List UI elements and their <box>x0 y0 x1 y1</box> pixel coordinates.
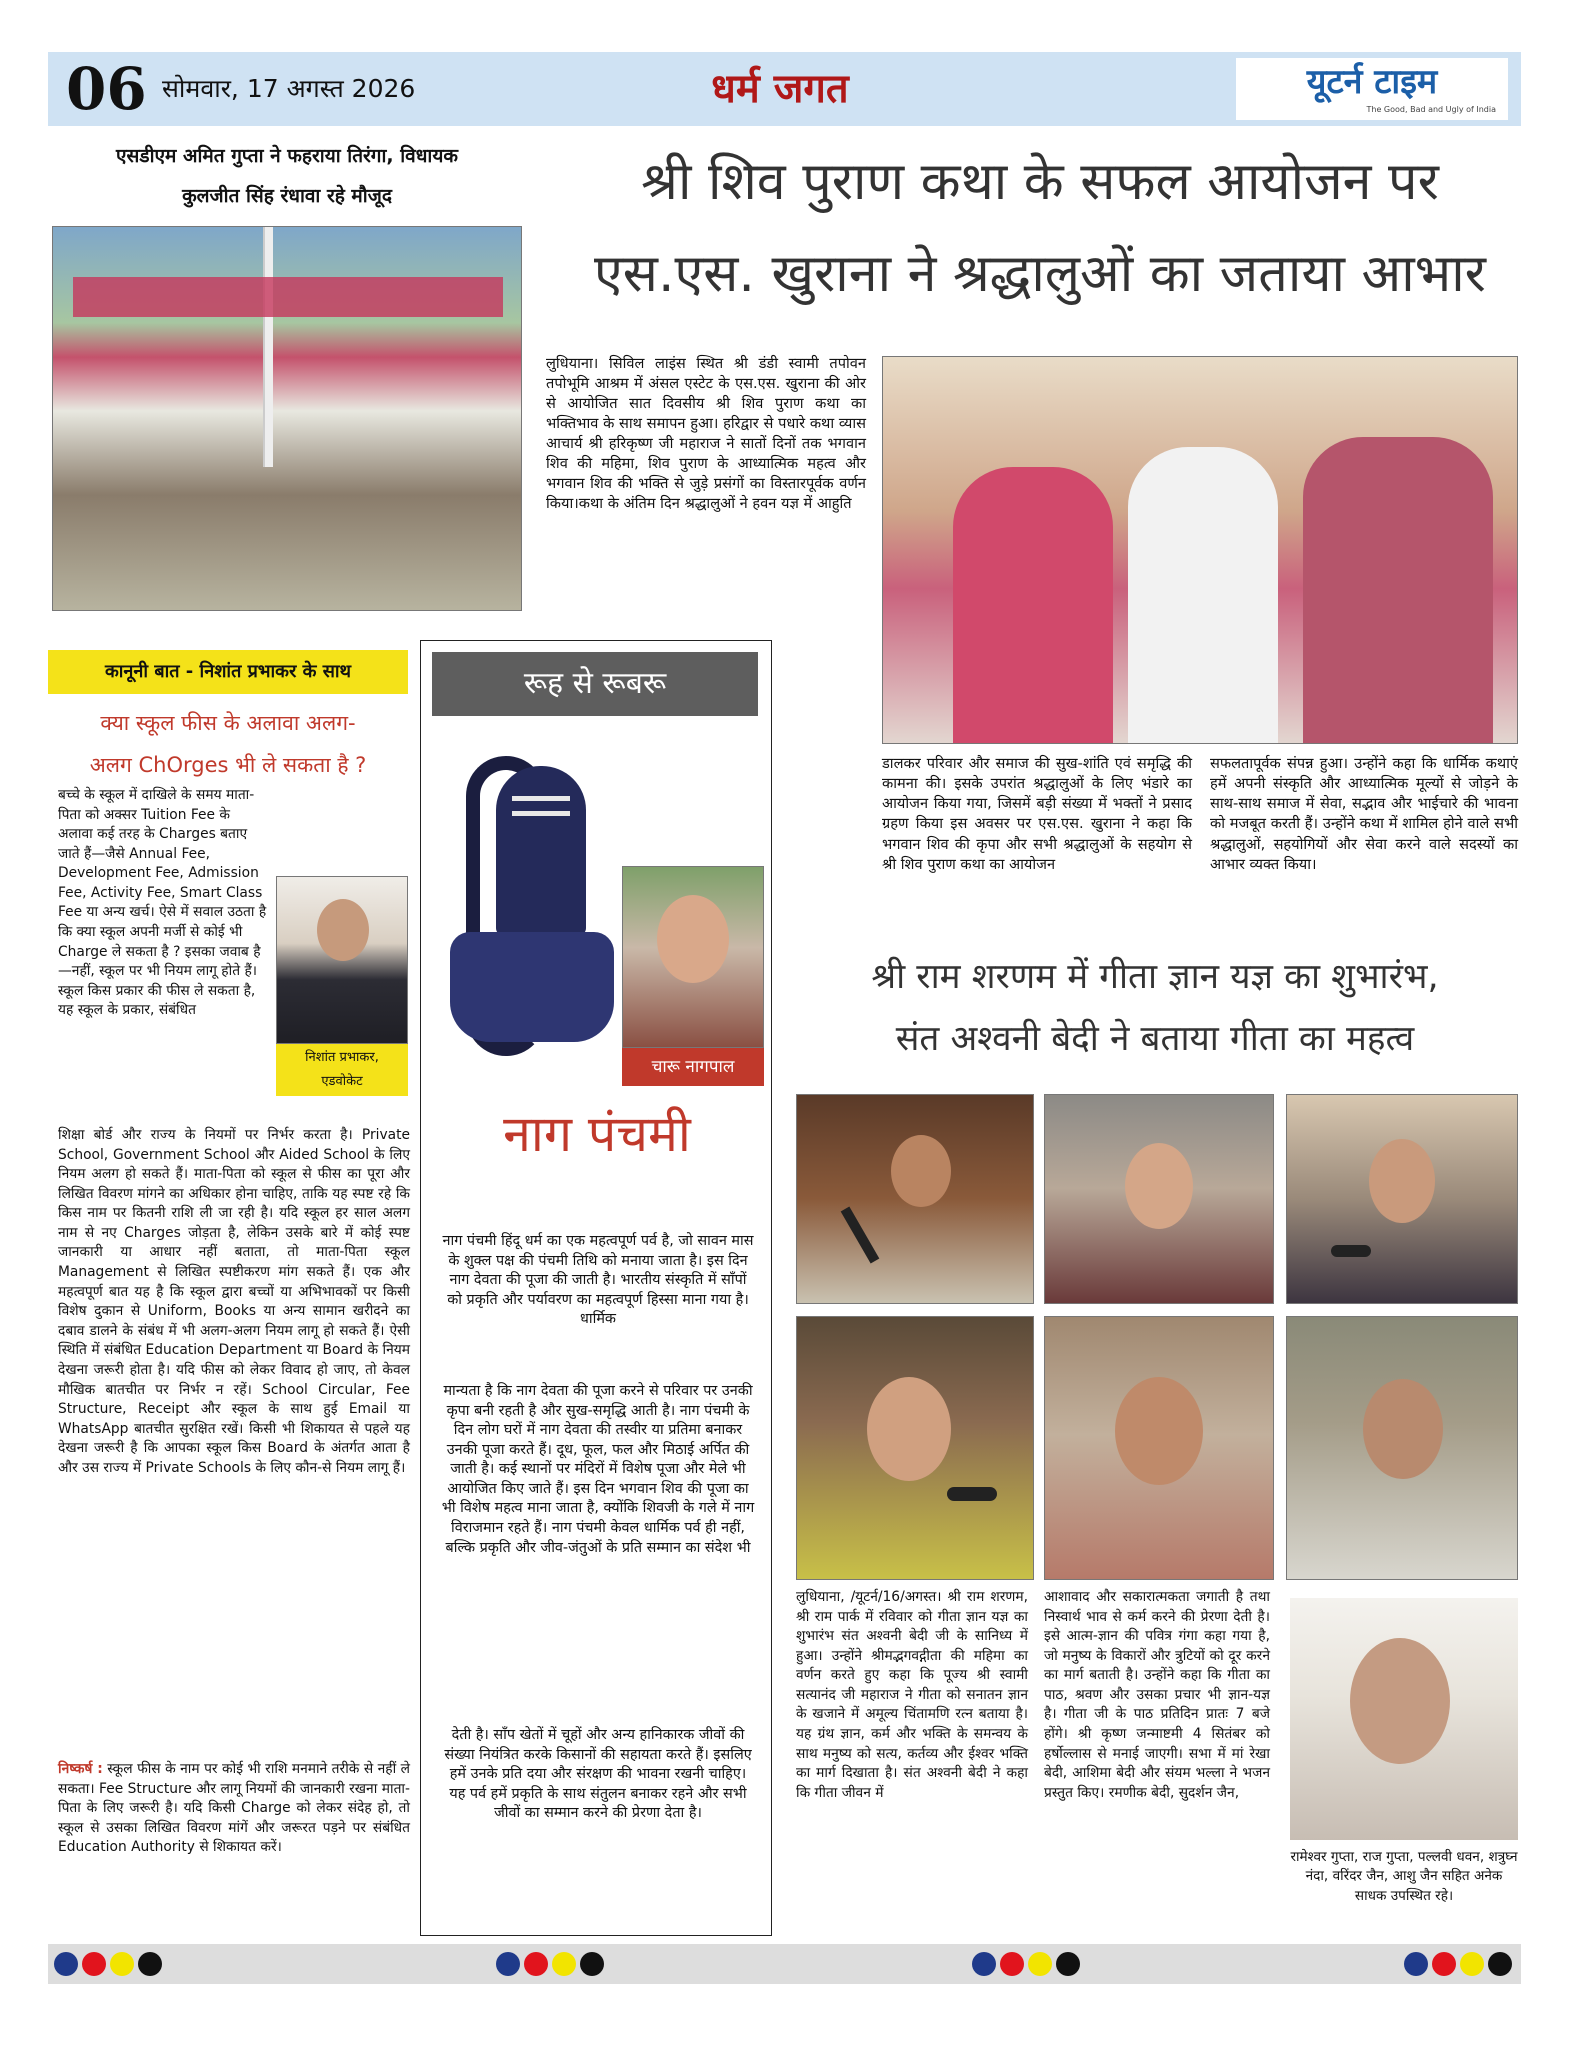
woman2-face-shape <box>1369 1139 1435 1223</box>
registration-dot-icon <box>524 1952 548 1976</box>
page-number: 06 <box>66 55 147 123</box>
registration-dot-icon <box>138 1952 162 1976</box>
shivling-base-icon <box>450 932 614 1042</box>
legal-banner: कानूनी बात - निशांत प्रभाकर के साथ <box>48 650 408 694</box>
masthead-box <box>1236 58 1508 120</box>
registration-dot-icon <box>54 1952 78 1976</box>
registration-dot-icon <box>110 1952 134 1976</box>
legal-headline <box>48 702 408 786</box>
man3-face-shape <box>1363 1379 1443 1479</box>
gita-photo-woman3 <box>796 1316 1034 1580</box>
registration-dot-icon <box>496 1952 520 1976</box>
footer-bar <box>48 1944 1521 1984</box>
naag-para1: नाग पंचमी हिंदू धर्म का एक महत्वपूर्ण पर्व है, जो सावन मास के शुक्ल पक्ष की पंचमी तिथि को मनाया जाता है। इस दिन नाग देवता की पूजा की जाती है। भारतीय संस्कृति में साँपों को प्रकृति और पर्यावरण का महत्वपूर्ण हिस्सा माना गया है। धार्मिक <box>442 1233 754 1328</box>
tilak-icon <box>512 796 570 816</box>
microphone-icon <box>841 1207 880 1264</box>
man2-face-shape <box>1115 1377 1203 1485</box>
legal-main-text: शिक्षा बोर्ड और राज्य के नियमों पर निर्भर करता है। Private School, Government School और Aided School के लिए नियम अलग हो सकते हैं। माता-पिता को स्कूल से फीस का पूरा और लिखित विवरण मांगने का अधिकार होना चाहिए, ताकि यह स्पष्ट रहे कि किस नाम पर कितनी राशि ली जा रही है। यदि स्कूल हर साल अलग नाम से नए Charges जोड़ता है, लेकिन उसके बारे में कोई स्पष्ट जानकारी या आधार नहीं बताता, तो माता-पिता स्कूल Management से लिखित स्पष्टीकरण मांग सकते हैं। एक और महत्वपूर्ण बात यह है कि स्कूल द्वारा बच्चों या अभिभावकों पर किसी विशेष दुकान से Uniform, Books या अन्य सामान खरीदने का दबाव डालने के संबंध में भी अलग-अलग नियम लागू हो सकते हैं। ऐसी स्थिति में संबंधित Education Department या Board के नियम देखना जरूरी होता है। यदि फीस को लेकर विवाद हो जाए, तो केवल मौखिक बातचीत पर निर्भर न रहें। School Circular, Fee Structure, Receipt और स्कूल के साथ हुई Email या WhatsApp बातचीत सुरक्षित रखें। किसी भी शिकायत से पहले यह देखना जरूरी है कि आपका स्कूल किस Board के अंतर्गत आता है और उस राज्य में Private Schools के लिए कौन-से नियम लागू हैं। <box>58 1127 410 1476</box>
advocate-face-shape <box>317 899 369 961</box>
gita-photo-man2 <box>1044 1316 1274 1580</box>
naag-para3: देती है। साँप खेतों में चूहों और अन्य हानिकारक जीवों की संख्या नियंत्रित करके किसानों की सहायता करते हैं। इसलिए हमें उनके प्रति दया और संरक्षण की भावना रखनी चाहिए। यह पर्व हमें प्रकृति के साथ संतुलन बनाकर रहने और सभी जीवों का सम्मान करने की प्रेरणा देता है। <box>444 1727 752 1822</box>
speaker-face-shape <box>891 1135 951 1207</box>
advocate-caption-line1: निशांत प्रभाकर, <box>305 1050 379 1065</box>
person-right-shape <box>1303 437 1493 744</box>
registration-dot-icon <box>552 1952 576 1976</box>
gita-photo-elder-woman <box>1290 1598 1518 1840</box>
person-middle-shape <box>1128 447 1278 744</box>
registration-dot-icon <box>1488 1952 1512 1976</box>
main-headline-line1: श्री शिव पुराण कथा के सफल आयोजन पर <box>641 152 1439 212</box>
registration-dot-icon <box>1460 1952 1484 1976</box>
naag-banner: रूह से रूबरू <box>432 652 758 716</box>
main-headline <box>560 136 1520 326</box>
legal-conclusion-label: निष्कर्ष : <box>58 1761 103 1777</box>
gita-photo-man3 <box>1286 1316 1518 1580</box>
person-left-shape <box>953 467 1113 744</box>
registration-dot-icon <box>1028 1952 1052 1976</box>
main-story-col3: सफलतापूर्वक संपन्न हुआ। उन्होंने कहा कि धार्मिक कथाएं हमें अपनी संस्कृति और आध्यात्मिक मूल्यों से जोड़ने के साथ-साथ समाज में सेवा, सद्भाव और भाईचारे की भावना को मजबूत करती हैं। उन्होंने कथा में शामिल होने वाले सभी श्रद्धालुओं, सहयोगियों और सेवा करने वाले सदस्यों का आभार व्यक्त किया। <box>1210 755 1518 873</box>
registration-dot-icon <box>972 1952 996 1976</box>
tent-canopy-icon <box>73 277 503 317</box>
legal-conclusion-text: स्कूल फीस के नाम पर कोई भी राशि मनमाने तरीके से नहीं ले सकता। Fee Structure और लागू नियमों की जानकारी रखना माता-पिता के लिए जरूरी है। यदि किसी Charge को लेकर संदेह हो, तो स्कूल से उसका लिखित विवरण मांगें और जरूरत पड़ने पर संबंधित Education Authority से शिकायत करें। <box>58 1761 411 1856</box>
gita-photo-caption: रामेश्वर गुप्ता, राज गुप्ता, पल्लवी धवन, शत्रुघ्न नंदा, वरिंदर जैन, आशु जैन सहित अनेक साधक उपस्थित रहे। <box>1290 1849 1518 1904</box>
main-story-col2: डालकर परिवार और समाज की सुख-शांति एवं समृद्धि की कामना की। इसके उपरांत श्रद्धालुओं के लिए भंडारे का आयोजन किया गया, जिसमें बड़ी संख्या में भक्तों ने प्रसाद ग्रहण किया इस अवसर पर एस.एस. खुराना ने कहा कि भगवान शिव की कृपा और सभी श्रद्धालुओं के सहयोग से श्री शिव पुराण कथा का आयोजन <box>882 755 1192 873</box>
gita-body-col2: आशावाद और सकारात्मकता जगाती है तथा निस्वार्थ भाव से कर्म करने की प्रेरणा देती है। इसे आत्म-ज्ञान की पवित्र गंगा कहा गया है, जो मनुष्य के विकारों और त्रुटियों को दूर करने का मार्ग बताती है। उन्होंने कहा कि गीता का पाठ, श्रवण और उसका प्रचार भी ज्ञान-यज्ञ है। गीता जी के पाठ प्रतिदिन प्रातः 7 बजे होंगे। श्री कृष्ण जन्माष्टमी 4 सितंबर को हर्षोल्लास से मनाई जाएगी। सभा में मां रेखा बेदी, आशिमा बेदी और संयम भल्ला ने भजन प्रस्तुत किए। रमणीक बेदी, सुदर्शन जैन, <box>1044 1589 1270 1801</box>
gita-headline-line1: श्री राम शरणम में गीता ज्ञान यज्ञ का शुभारंभ, <box>871 957 1439 997</box>
elder-woman-face-shape <box>1350 1638 1450 1764</box>
gita-photo-woman1 <box>1044 1094 1274 1304</box>
khurana-photo <box>882 356 1518 744</box>
gita-headline <box>790 946 1520 1086</box>
legal-conclusion <box>58 1760 410 1924</box>
masthead-title: यूटर्न टाइम <box>1306 62 1438 102</box>
flag-icon <box>263 227 273 467</box>
advocate-caption-line2: एडवोकेट <box>321 1074 363 1089</box>
legal-intro-text: बच्चे के स्कूल में दाखिले के समय माता-पिता को अक्सर Tuition Fee के अलावा कई तरह के Charges बताए जाते हैं—जैसे Annual Fee, Development Fee, Admission Fee, Activity Fee, Smart Class Fee या अन्य खर्च। ऐसे में सवाल उठता है कि क्या स्कूल अपनी मर्जी से कोई भी Charge ले सकता है ? इसका जवाब है—नहीं, स्कूल पर भी नियम लागू होते हैं। स्कूल किस प्रकार की फीस ले सकता है, यह स्कूल के प्रकार, संबंधित <box>58 787 267 1019</box>
section-title: धर्म जगत <box>711 66 849 112</box>
registration-dot-icon <box>82 1952 106 1976</box>
gita-photo-woman2 <box>1286 1094 1518 1304</box>
registration-dot-icon <box>1056 1952 1080 1976</box>
legal-headline-line1: क्या स्कूल फीस के अलावा अलग- <box>100 711 356 735</box>
advocate-photo <box>276 876 408 1044</box>
naag-author-caption: चारू नागपाल <box>622 1048 764 1086</box>
main-headline-line2: एस.एस. खुराना ने श्रद्धालुओं का जताया आभार <box>594 244 1486 304</box>
microphone-icon-2 <box>1331 1245 1371 1257</box>
registration-dot-icon <box>580 1952 604 1976</box>
advocate-caption <box>276 1044 408 1096</box>
gita-headline-line2: संत अश्वनी बेदी ने बताया गीता का महत्व <box>895 1019 1415 1059</box>
woman3-face-shape <box>867 1377 951 1481</box>
shivling-illustration <box>436 736 626 1066</box>
flag-headline <box>52 136 522 216</box>
gita-body-col1: लुधियाना, /यूटर्न/16/अगस्त। श्री राम शरणम, श्री राम पार्क में रविवार को गीता ज्ञान यज्ञ का शुभारंभ संत अश्वनी बेदी जी के सानिध्य में हुआ। उन्होंने श्रीमद्भगवद्गीता की महिमा का वर्णन करते हुए कहा कि पूज्य श्री स्वामी सत्यानंद जी महाराज ने गीता को सनातन ज्ञान के खजाने में अमूल्य चिंतामणि रत्न बताया है। यह ग्रंथ ज्ञान, कर्म और भक्ति के समन्वय के साथ मनुष्य को सत्य, कर्तव्य और ईश्वर भक्ति का मार्ग दिखाता है। संत अश्वनी बेदी ने कहा कि गीता जीवन में <box>796 1589 1028 1801</box>
registration-dot-icon <box>1404 1952 1428 1976</box>
author-face-shape <box>657 895 729 983</box>
naag-title: नाग पंचमी <box>503 1105 691 1163</box>
gita-photo-speaker <box>796 1094 1034 1304</box>
registration-dot-icon <box>1000 1952 1024 1976</box>
masthead-tagline: The Good, Bad and Ugly of India <box>1366 105 1496 114</box>
main-story-col1: लुधियाना। सिविल लाइंस स्थित श्री डंडी स्वामी तपोवन तपोभूमि आश्रम में अंसल एस्टेट के एस.एस. खुराना की ओर से आयोजित सात दिवसीय श्री शिव पुराण कथा का भक्तिभाव के साथ समापन हुआ। हरिद्वार से पधारे कथा व्यास आचार्य श्री हरिकृष्ण जी महाराज ने सातों दिनों तक भगवान शिव की महिमा, शिव पुराण के आध्यात्मिक महत्व और भगवान शिव की भक्ति से जुड़े प्रसंगों का विस्तारपूर्वक वर्णन किया।कथा के अंतिम दिन श्रद्धालुओं ने हवन यज्ञ में आहुति <box>546 355 866 512</box>
legal-headline-line2: अलग ChOrges भी ले सकता है ? <box>89 753 367 777</box>
charu-nagpal-photo <box>622 866 764 1048</box>
registration-dot-icon <box>1432 1952 1456 1976</box>
naag-para2: मान्यता है कि नाग देवता की पूजा करने से परिवार पर उनकी कृपा बनी रहती है और सुख-समृद्धि आती है। नाग पंचमी के दिन लोग घरों में नाग देवता की तस्वीर या प्रतिमा बनाकर उनकी पूजा करते हैं। दूध, फूल, फल और मिठाई अर्पित की जाती है। कई स्थानों पर मंदिरों में विशेष पूजा और मेले भी आयोजित किए जाते हैं। इस दिन भगवान शिव की पूजा का भी विशेष महत्व माना जाता है, क्योंकि शिवजी के गले में नाग विराजमान रहते हैं। नाग पंचमी केवल धार्मिक पर्व ही नहीं, बल्कि प्रकृति और जीव-जंतुओं के प्रति सम्मान का संदेश भी <box>441 1383 755 1556</box>
issue-date: सोमवार, 17 अगस्त 2026 <box>162 74 416 103</box>
woman1-face-shape <box>1125 1143 1193 1229</box>
flag-headline-line2: कुलजीत सिंह रंधावा रहे मौजूद <box>182 185 392 207</box>
flag-headline-line1: एसडीएम अमित गुप्ता ने फहराया तिरंगा, विधायक <box>116 145 458 167</box>
microphone-icon-3 <box>947 1487 997 1501</box>
shivling-icon <box>496 766 586 936</box>
flag-hoisting-photo <box>52 226 522 611</box>
